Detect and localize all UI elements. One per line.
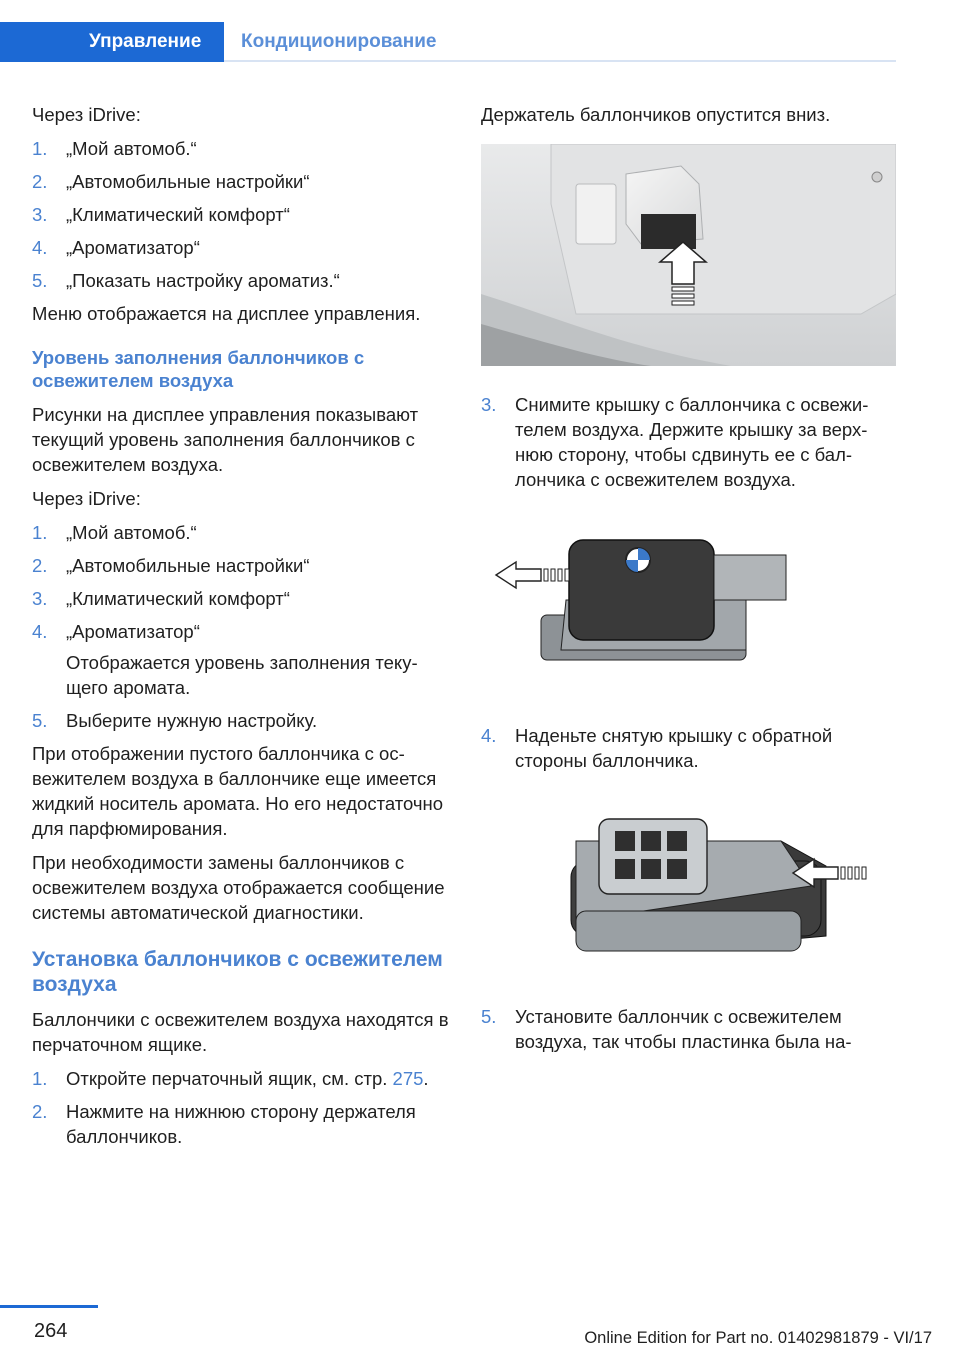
via-idrive-2: Через iDrive: xyxy=(32,488,141,509)
list-item: 3. Снимите крышку с баллончика с освежителем воздуха. Держите крышку за верхнюю сторону, чтобы сдвинуть ее с баллончика с освежителем воздуха. xyxy=(481,394,869,490)
page-link[interactable]: 275 xyxy=(392,1068,424,1089)
list-item: 2. „Автомобильные настройки“ xyxy=(32,171,310,192)
list-item: 1. „Мой автомоб.“ xyxy=(32,138,197,159)
steps-right-b xyxy=(481,723,899,773)
heading-install: Установка баллончиков с освежителем воздуха xyxy=(32,948,443,996)
glovebox-photo xyxy=(481,144,896,366)
list-item: 5. „Показать настройку ароматиз.“ xyxy=(32,270,340,291)
list-item: 5. Установите баллончик с освежителем воздуха, так чтобы пластинка была на- xyxy=(481,1006,852,1052)
idrive-steps-1 xyxy=(32,136,450,293)
heading-fill-level: Уровень заполнения баллончиков с освежителем воздуха xyxy=(32,347,365,391)
para-empty-cartridge: При отображении пустого баллончика с освежителем воздуха в баллончике еще имеется жидкий носитель аромата. Но его недостаточно для парфюмирования. xyxy=(32,743,444,839)
cartridge-cover-removal-illustration xyxy=(481,500,896,695)
list-item: 4. „Ароматизатор“ Отображается уровень заполнения текущего аромата. xyxy=(32,619,450,700)
para-menu: Меню отображается на дисплее управления. xyxy=(32,303,421,324)
list-item: 4. „Ароматизатор“ xyxy=(32,237,200,258)
page-number: 264 xyxy=(34,1320,68,1342)
list-item: 5. Выберите нужную настройку. xyxy=(32,710,318,731)
install-steps xyxy=(32,1066,450,1149)
para-glovebox: Баллончики с освежителем воздуха находятся в перчаточном ящике. xyxy=(32,1009,449,1055)
edition-note: Online Edition for Part no. 01402981879 - VI/17 xyxy=(584,1329,932,1347)
chapter-title: Кондиционирование xyxy=(241,31,437,52)
section-tab xyxy=(0,22,224,62)
para-holder-down: Держатель баллончиков опустится вниз. xyxy=(481,104,831,125)
header-rule xyxy=(224,60,896,62)
section-tab-label: Управление xyxy=(89,31,202,52)
para-replace: При необходимости замены баллончиков с освежителем воздуха отображается сообщение системы автоматической диагностики. xyxy=(32,852,445,923)
list-item: 2. Нажмите на нижнюю сторону держателя баллончиков. xyxy=(32,1101,416,1147)
steps-right-a xyxy=(481,392,899,492)
idrive-steps-2 xyxy=(32,520,450,733)
left-column xyxy=(32,102,450,1157)
cartridge-cover-attach-illustration xyxy=(481,781,896,976)
list-item: 2. „Автомобильные настройки“ xyxy=(32,555,310,576)
list-item: 1. „Мой автомоб.“ xyxy=(32,522,197,543)
via-idrive-1: Через iDrive: xyxy=(32,104,141,125)
step-note: Отображается уровень заполнения текущего аромата. xyxy=(66,652,418,698)
list-item: 3. „Климатический комфорт“ xyxy=(32,588,290,609)
list-item: 4. Наденьте снятую крышку с обратной стороны баллончика. xyxy=(481,725,833,771)
list-item: 1. Откройте перчаточный ящик, см. стр. 275. xyxy=(32,1068,429,1089)
right-column xyxy=(481,102,899,1062)
para-fill-level: Рисунки на дисплее управления показывают текущий уровень заполнения баллончиков с освежителем воздуха. xyxy=(32,404,419,475)
steps-right-c xyxy=(481,1004,899,1054)
list-item: 3. „Климатический комфорт“ xyxy=(32,204,290,225)
footer-rule xyxy=(0,1305,98,1308)
